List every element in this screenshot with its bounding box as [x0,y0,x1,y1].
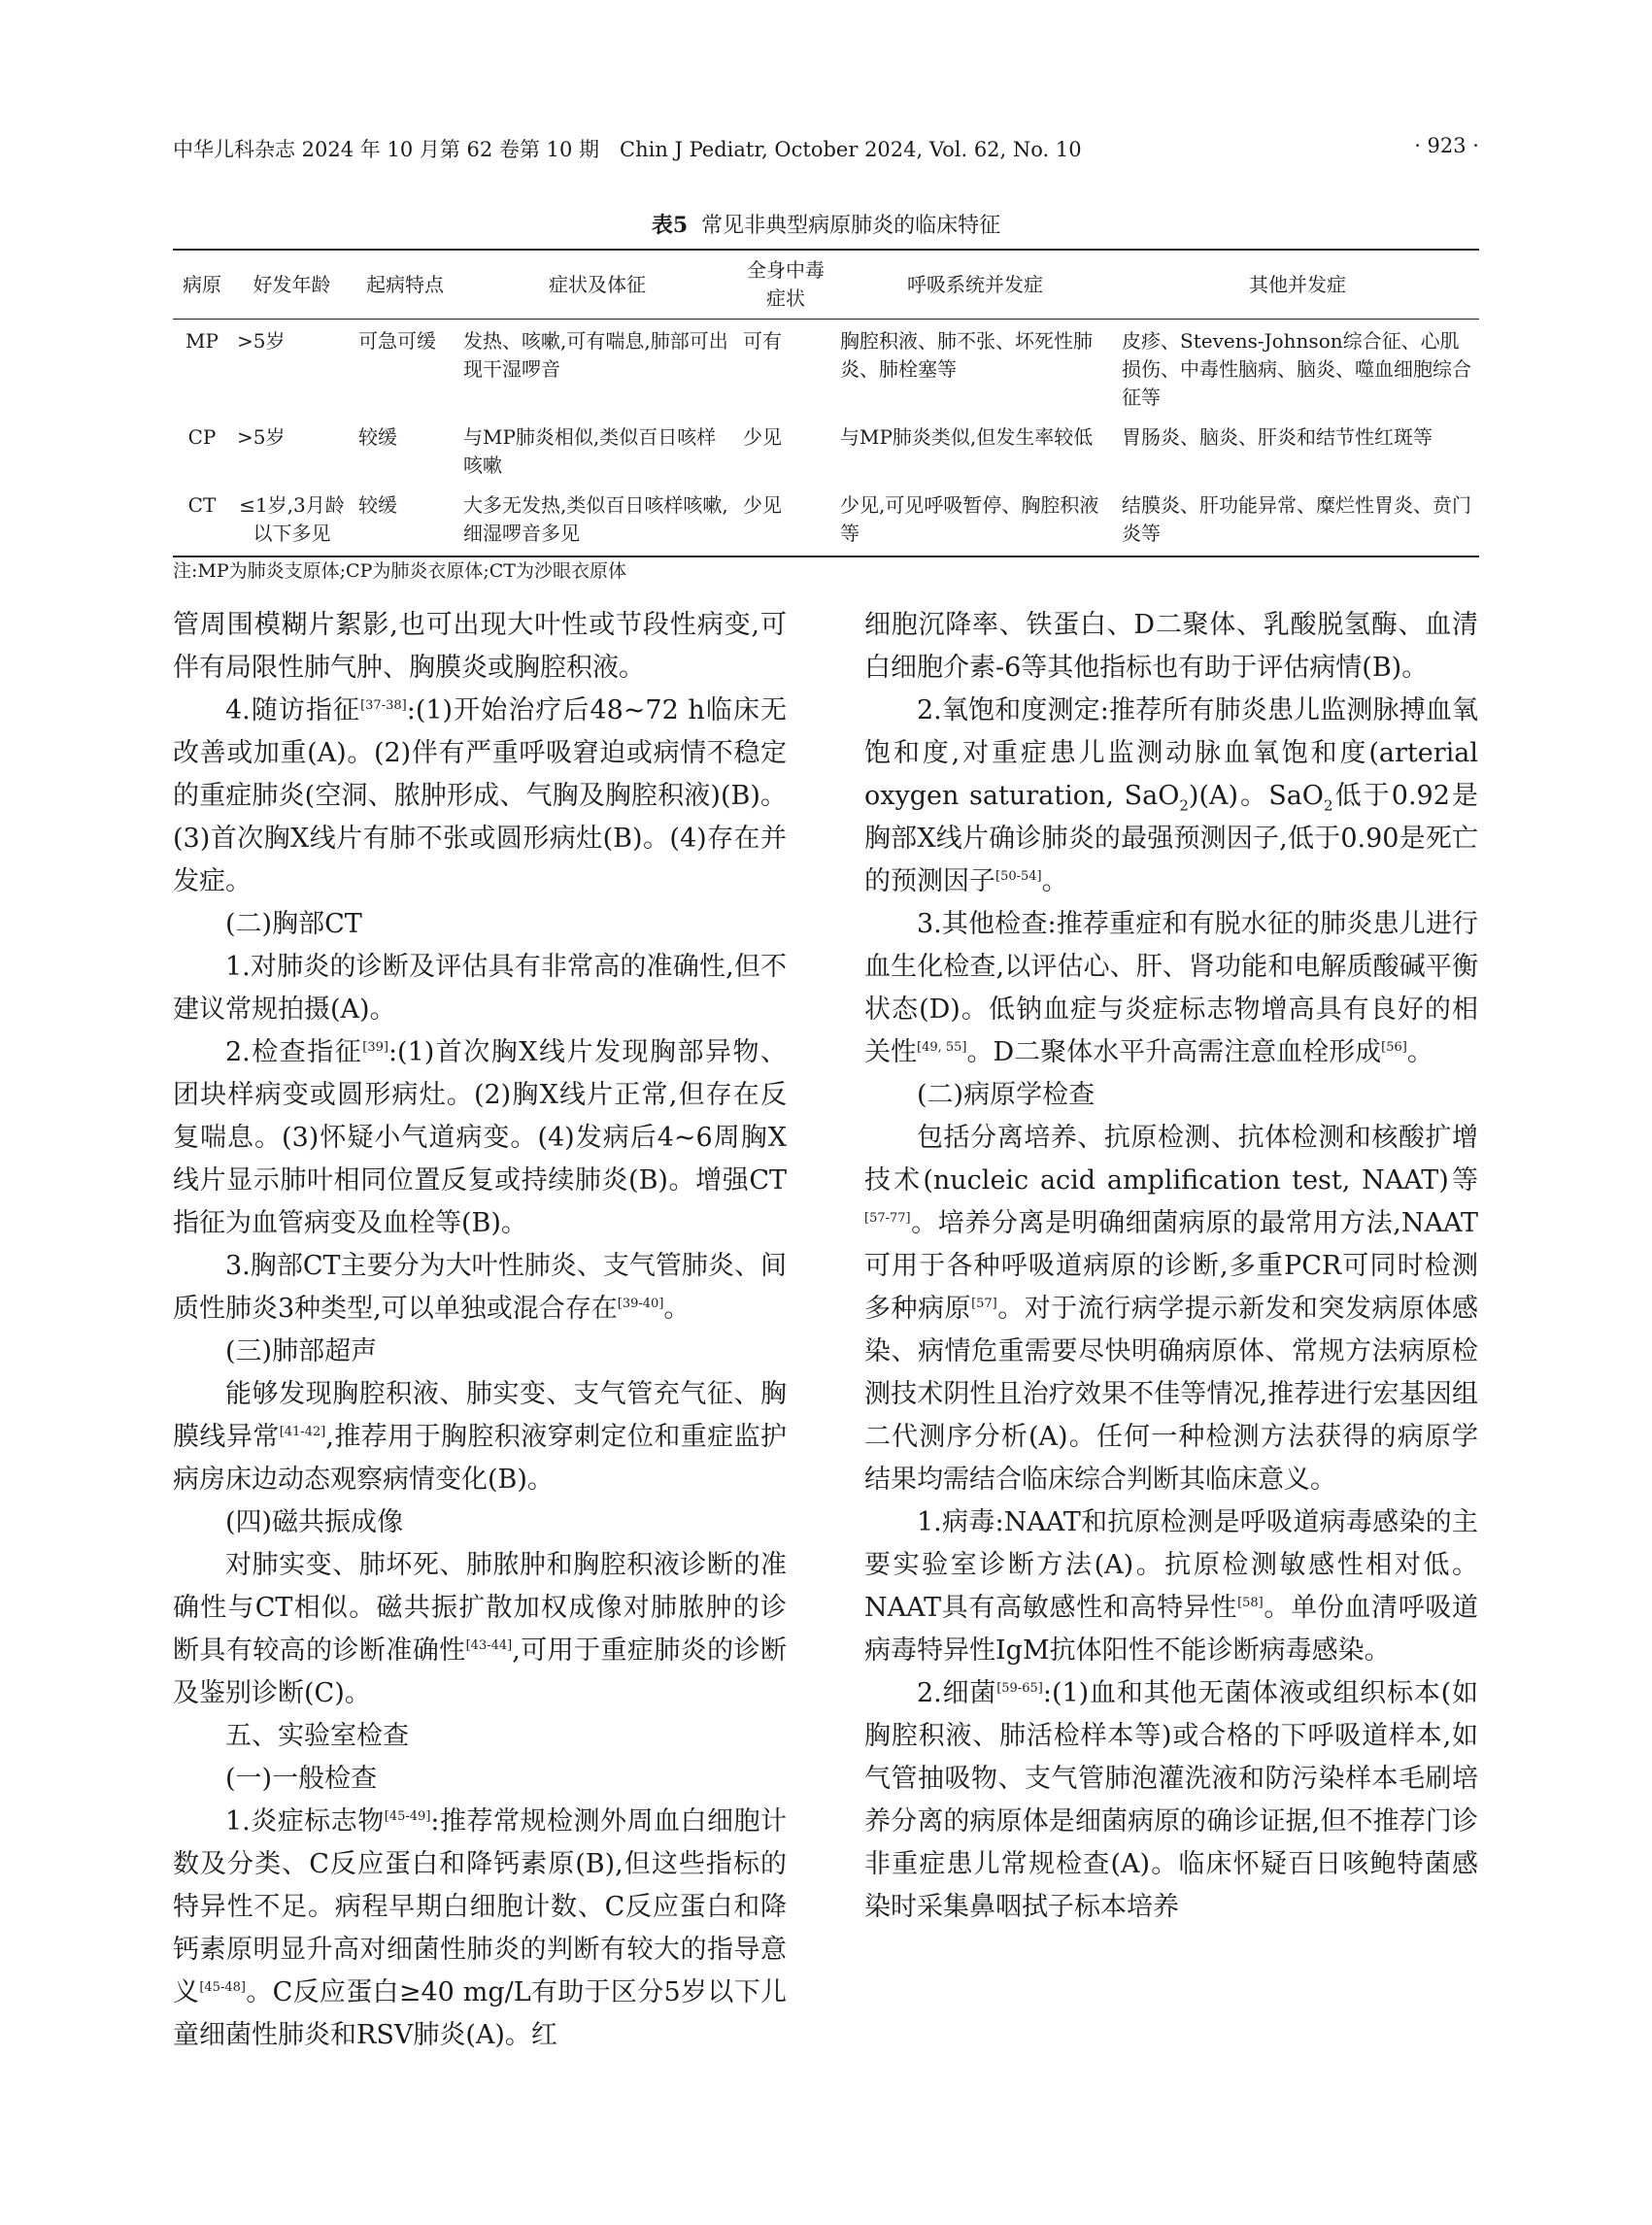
paragraph: 1.对肺炎的诊断及评估具有非常高的准确性,但不建议常规拍摄(A)。 [173,952,787,1025]
table-header-row [173,250,1479,320]
cell-toxic: 少见 [743,425,782,449]
table-caption [173,209,1479,239]
section-heading: (四)磁共振成像 [225,1507,404,1537]
citation: [58] [1237,1596,1264,1610]
citation: [37-38] [360,698,407,713]
citation: [57] [971,1297,997,1311]
citation: [59-65] [996,1681,1043,1696]
citation: [41-42] [279,1425,326,1439]
cell-pathogen: MP [185,329,219,353]
paragraph: 3.胸部CT主要分为大叶性肺炎、支气管肺炎、间质性肺炎3种类型,可以单独或混合存在[39-40]。 [173,1251,787,1324]
cell-onset: 可急可缓 [358,329,436,353]
cell-onset: 较缓 [353,484,457,556]
citation: [45-48] [199,1980,246,1995]
journal-info: 中华儿科杂志 2024 年 10 月第 62 卷第 10 期 Chin J Pediatr, October 2024, Vol. 62, No. 10 [173,138,1082,161]
table-title: 常见非典型病原肺炎的临床特征 [701,214,1001,238]
citation: [50-54] [995,869,1042,884]
paragraph: 能够发现胸腔积液、肺实变、支气管充气征、胸膜线异常[41-42],推荐用于胸腔积液穿刺定位和重症监护病房床边动态观察病情变化(B)。 [173,1379,788,1495]
column-header: 其他并发症 [1116,250,1479,320]
column-header: 病原 [173,250,231,320]
citation: [45-49] [384,1809,431,1824]
table-note: 注:MP为肺炎支原体;CP为肺炎衣原体;CT为沙眼衣原体 [173,560,626,582]
page-number: · 923 · [1414,134,1479,157]
paragraph: 对肺实变、肺坏死、肺脓肿和胸腔积液诊断的准确性与CT相似。磁共振扩散加权成像对肺脓肿的诊断具有较高的诊断准确性[43-44],可用于重症肺炎的诊断及鉴别诊断(C)。 [173,1550,787,1708]
cell-resp: 少见,可见呼吸暂停、胸腔积液等 [834,484,1116,556]
right-column [864,604,1478,1929]
table-row [173,484,1479,556]
cell-symptoms: 发热、咳嗽,可有喘息,肺部可出现干湿啰音 [463,329,728,381]
paragraph: 2.氧饱和度测定:推荐所有肺炎患儿监测脉搏血氧饱和度,对重症患儿监测动脉血氧饱和度(arterial oxygen saturation, SaO$_2$)(A)。SaO$_2$低于0.92是胸部X线片确诊肺炎的最强预测因子,低于0.90是死亡的预测因子[50-54]。 [864,695,1478,896]
cell-toxic: 可有 [743,329,782,353]
cell-other: 皮疹、Stevens-Johnson综合征、心肌损伤、中毒性脑病、脑炎、噬血细胞综合征等 [1122,329,1471,409]
cell-symptoms: 大多无发热,类似百日咳样咳嗽,细湿啰音多见 [457,484,737,556]
table-label: 表5 [651,213,689,238]
cell-other: 结膜炎、肝功能异常、糜烂性胃炎、贲门炎等 [1116,484,1479,556]
table-row [173,416,1479,484]
column-header: 症状及体征 [457,250,737,320]
citation: [43-44] [465,1638,513,1653]
column-header: 呼吸系统并发症 [834,250,1116,320]
section-heading: 五、实验室检查 [225,1721,409,1751]
citation: [49, 55] [917,1040,967,1055]
cell-age: >5岁 [237,329,286,353]
citation: [57-77] [864,1211,911,1226]
column-header: 全身中毒症状 [737,250,834,320]
column-header: 好发年龄 [231,250,353,320]
citation: [56] [1381,1040,1407,1055]
table-row [173,320,1479,417]
cell-age: >5岁 [237,425,286,449]
citation: [39-40] [617,1297,664,1311]
paragraph: 3.其他检查:推荐重症和有脱水征的肺炎患儿进行血生化检查,以评估心、肝、肾功能和电解质酸碱平衡状态(D)。低钠血症与炎症标志物增高具有良好的相关性[49, 55]。D二聚体水平升高需注意血栓形成[56]。 [864,909,1478,1067]
paragraph: 4.随访指征[37-38]:(1)开始治疗后48~72 h临床无改善或加重(A)。(2)伴有严重呼吸窘迫或病情不稳定的重症肺炎(空洞、脓肿形成、气胸及胸腔积液)(B)。(3)首次胸X线片有肺不张或圆形病灶(B)。(4)存在并发症。 [173,695,788,896]
paragraph: 细胞沉降率、铁蛋白、D二聚体、乳酸脱氢酶、血清白细胞介素-6等其他指标也有助于评估病情(B)。 [864,610,1478,683]
section-heading: (二)胸部CT [225,909,362,939]
cell-pathogen: CP [187,425,217,449]
paragraph: 1.炎症标志物[45-49]:推荐常规检测外周血白细胞计数及分类、C反应蛋白和降钙素原(B),但这些指标的特异性不足。病程早期白细胞计数、C反应蛋白和降钙素原明显升高对细菌性肺炎的判断有较大的指导意义[45-48]。C反应蛋白≥40 mg/L有助于区分5岁以下儿童细菌性肺炎和RSV肺炎(A)。红 [173,1806,788,2050]
paragraph: 2.检查指征[39]:(1)首次胸X线片发现胸部异物、团块样病变或圆形病灶。(2)胸X线片正常,但存在反复喘息。(3)怀疑小气道病变。(4)发病后4~6周胸X线片显示肺叶相同位置反复或持续肺炎(B)。增强CT指征为血管病变及血栓等(B)。 [173,1037,787,1238]
citation: [39] [362,1040,388,1055]
left-column [173,604,787,2057]
paragraph: 管周围模糊片絮影,也可出现大叶性或节段性病变,可伴有局限性肺气肿、胸膜炎或胸腔积液。 [173,610,787,683]
paragraph: 包括分离培养、抗原检测、抗体检测和核酸扩增技术(nucleic acid amplification test, NAAT)等[57-77]。培养分离是明确细菌病原的最常用方法,NAAT可用于各种呼吸道病原的诊断,多重PCR可同时检测多种病原[57]。对于流行病学提示新发和突发病原体感染、病情危重需要尽快明确病原体、常规方法病原检测技术阴性且治疗效果不佳等情况,推荐进行宏基因组二代测序分析(A)。任何一种检测方法获得的病原学结果均需结合临床综合判断其临床意义。 [864,1123,1479,1495]
cell-age: ≤1岁,3月龄以下多见 [231,484,353,556]
section-heading: (一)一般检查 [225,1764,378,1794]
cell-other: 胃肠炎、脑炎、肝炎和结节性红斑等 [1122,425,1433,449]
paragraph: 2.细菌[59-65]:(1)血和其他无菌体液或组织标本(如胸腔积液、肺活检样本等)或合格的下呼吸道样本,如气管抽吸物、支气管肺泡灌洗液和防污染样本毛刷培养分离的病原体是细菌病原的确诊证据,但不推荐门诊非重症患儿常规检查(A)。临床怀疑百日咳鲍特菌感染时采集鼻咽拭子标本培养 [864,1678,1478,1922]
paragraph: 1.病毒:NAAT和抗原检测是呼吸道病毒感染的主要实验室诊断方法(A)。抗原检测敏感性相对低。NAAT具有高敏感性和高特异性[58]。单份血清呼吸道病毒特异性IgM抗体阳性不能诊断病毒感染。 [864,1507,1479,1666]
cell-onset: 较缓 [358,425,397,449]
column-header: 起病特点 [353,250,457,320]
cell-toxic: 少见 [737,484,834,556]
cell-resp: 胸腔积液、肺不张、坏死性肺炎、肺栓塞等 [840,329,1093,381]
section-heading: (三)肺部超声 [225,1336,378,1366]
cell-pathogen: CT [173,484,231,556]
section-heading: (二)病原学检查 [917,1080,1096,1110]
cell-symptoms: 与MP肺炎相似,类似百日咳样咳嗽 [463,425,717,477]
cell-resp: 与MP肺炎类似,但发生率较低 [840,425,1094,449]
clinical-features-table [173,249,1479,557]
